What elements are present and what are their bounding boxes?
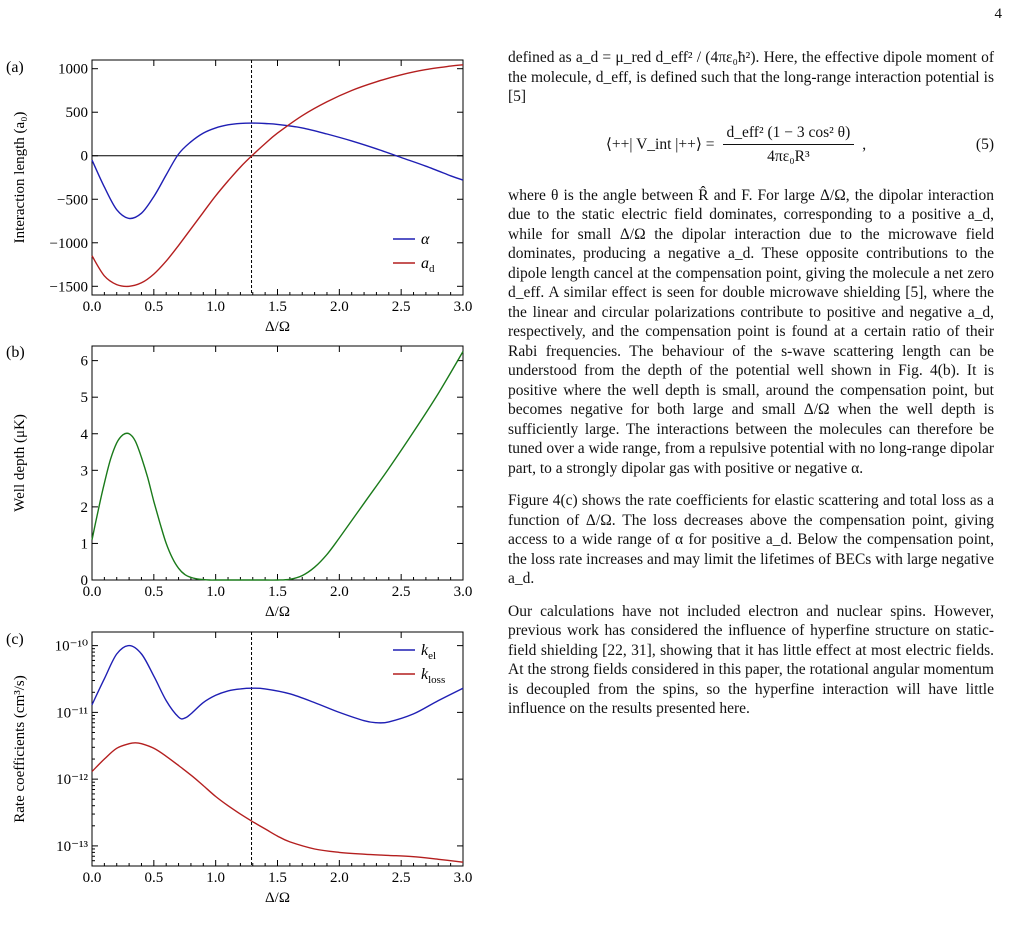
y-tick-label: −1000: [49, 235, 88, 252]
y-tick-label: 10⁻¹²: [56, 772, 88, 789]
legend-label: $k_{loss}$: [421, 666, 446, 686]
x-tick-label: 2.0: [329, 299, 349, 315]
panel-c: [6, 631, 472, 906]
x-tick-label: 0.0: [82, 584, 102, 600]
x-tick-label: 1.0: [206, 584, 226, 600]
x-tick-label: 2.0: [329, 870, 349, 886]
panel-b: [6, 344, 472, 620]
equation-numerator: d_eff² (1 − 3 cos² θ): [723, 123, 855, 146]
y-tick-label: 5: [80, 390, 88, 407]
panel-label: (c): [6, 631, 24, 648]
y-axis-label: Rate coefficients (cm³/s): [12, 675, 28, 823]
y-tick-label: 3: [80, 463, 88, 480]
panel-label: (b): [6, 344, 25, 361]
paragraph-figure-4c: Figure 4(c) shows the rate coefficients for elastic scattering and total loss as a function of Δ/Ω. The loss decreases above the compensation point, giving access to a wide range of α for positive a_d. Below the compensation point, the loss rate increases and may limit the lifetimes of BECs with large negative a_d.: [508, 492, 994, 587]
x-axis-label: Δ/Ω: [265, 604, 290, 620]
panel-label: (a): [6, 59, 24, 76]
plot-frame: [92, 60, 463, 295]
y-tick-label: 0: [80, 573, 88, 589]
x-tick-label: 2.5: [391, 584, 411, 600]
x-tick-label: 0.5: [144, 584, 164, 600]
series-curve-well-depth: [92, 352, 463, 581]
y-axis-label: Interaction length (a₀): [12, 111, 28, 244]
equation-5: ⟨++| V_int |++⟩ = $\frac{\text{d\_eff² (1 − 3 cos² θ)}}{\text{4πε₀R³}}$ , (5): [605, 123, 994, 165]
y-tick-label: 10⁻¹⁰: [54, 638, 88, 655]
legend-label: $a_d$: [421, 255, 435, 275]
x-tick-label: 1.5: [268, 870, 287, 886]
equation-number: (5): [975, 135, 994, 153]
paragraph-spins: Our calculations have not included electron and nuclear spins. However, previous work has considered the influence of hyperfine structure on static-field shielding [22, 31], showing that it has little effect at most electric fields. At the strong fields considered in this paper, the rotational angular momentum is decoupled from the spins, so the hyperfine interaction will have little influence on the results presented here.: [508, 602, 994, 717]
body-text-column: [508, 48, 994, 732]
y-tick-label: 4: [80, 426, 88, 443]
y-tick-label: 10⁻¹¹: [56, 705, 88, 722]
figure-svg: [0, 0, 490, 945]
y-tick-label: 500: [65, 105, 88, 122]
x-tick-label: 0.5: [144, 299, 164, 315]
paragraph-angle: where θ is the angle between R̂ and F. For large Δ/Ω, the dipolar interaction due to the static electric field dominates, corresponding to a positive a_d, while for small Δ/Ω the dipolar interaction due to the microwave field dominates, producing a negative a_d. These opposite contributions to the dipole length cancel at the compensation point, giving the molecule a net zero d_eff. A similar effect is seen for double microwave shielding [5], where the the linear and circular polarizations contribute to positive and negative a_d, respectively, and the compensation point is found at a certain ratio of their Rabi frequencies. The behaviour of the s-wave scattering length can be understood from the depth of the potential well shown in Fig. 4(b). It is positive where the well depth is small, around the compensation point, but becomes negative for both large and small Δ/Ω when the well depth is sufficiently large. The interactions between the molecules can therefore be tuned over a wide range, from a repulsive potential with no long-range dipolar part, to a strongly dipolar gas with positive or negative α.: [508, 186, 994, 477]
series-curve-kel: [92, 646, 463, 723]
y-tick-label: 1: [80, 536, 88, 553]
series-curve-alpha: [92, 123, 463, 218]
x-tick-label: 0.0: [82, 870, 102, 886]
plot-frame: [92, 632, 463, 866]
x-tick-label: 3.0: [453, 870, 473, 886]
x-tick-label: 3.0: [453, 299, 473, 315]
panel-a: [6, 59, 472, 335]
y-tick-label: 2: [80, 499, 88, 516]
x-tick-label: 1.5: [268, 584, 287, 600]
x-tick-label: 2.0: [329, 584, 349, 600]
x-tick-label: 1.5: [268, 299, 287, 315]
plot-frame: [92, 346, 463, 580]
equation-lhs: ⟨++| V_int |++⟩ =: [605, 135, 715, 153]
page-number: 4: [994, 6, 1002, 22]
legend-label: α: [421, 231, 430, 248]
x-tick-label: 1.0: [206, 870, 226, 886]
x-tick-label: 0.0: [82, 299, 102, 315]
paragraph-definition: defined as a_d = μ_red d_eff² / (4πε₀ħ²). Here, the effective dipole moment of the molecule, d_eff, is defined such that the long-range interaction potential is [5]: [508, 49, 994, 105]
y-axis-label: Well depth (μK): [12, 414, 28, 512]
figure-4: [0, 0, 490, 945]
legend-label: $k_{el}$: [421, 642, 437, 662]
equation-denominator: 4πε₀R³: [767, 148, 810, 165]
series-curve-ad: [92, 65, 463, 287]
x-axis-label: Δ/Ω: [265, 890, 290, 906]
x-tick-label: 3.0: [453, 584, 473, 600]
x-tick-label: 1.0: [206, 299, 226, 315]
y-tick-label: −500: [57, 192, 88, 209]
x-tick-label: 2.5: [391, 870, 411, 886]
y-tick-label: 0: [80, 148, 88, 165]
x-tick-label: 2.5: [391, 299, 411, 315]
series-curve-kloss: [92, 743, 463, 862]
y-tick-label: 6: [80, 353, 88, 370]
y-tick-label: 10⁻¹³: [56, 838, 88, 855]
equation-fraction: [723, 123, 855, 167]
y-tick-label: 1000: [58, 61, 88, 78]
x-tick-label: 0.5: [144, 870, 164, 886]
x-axis-label: Δ/Ω: [265, 319, 290, 335]
y-tick-label: −1500: [49, 279, 88, 296]
